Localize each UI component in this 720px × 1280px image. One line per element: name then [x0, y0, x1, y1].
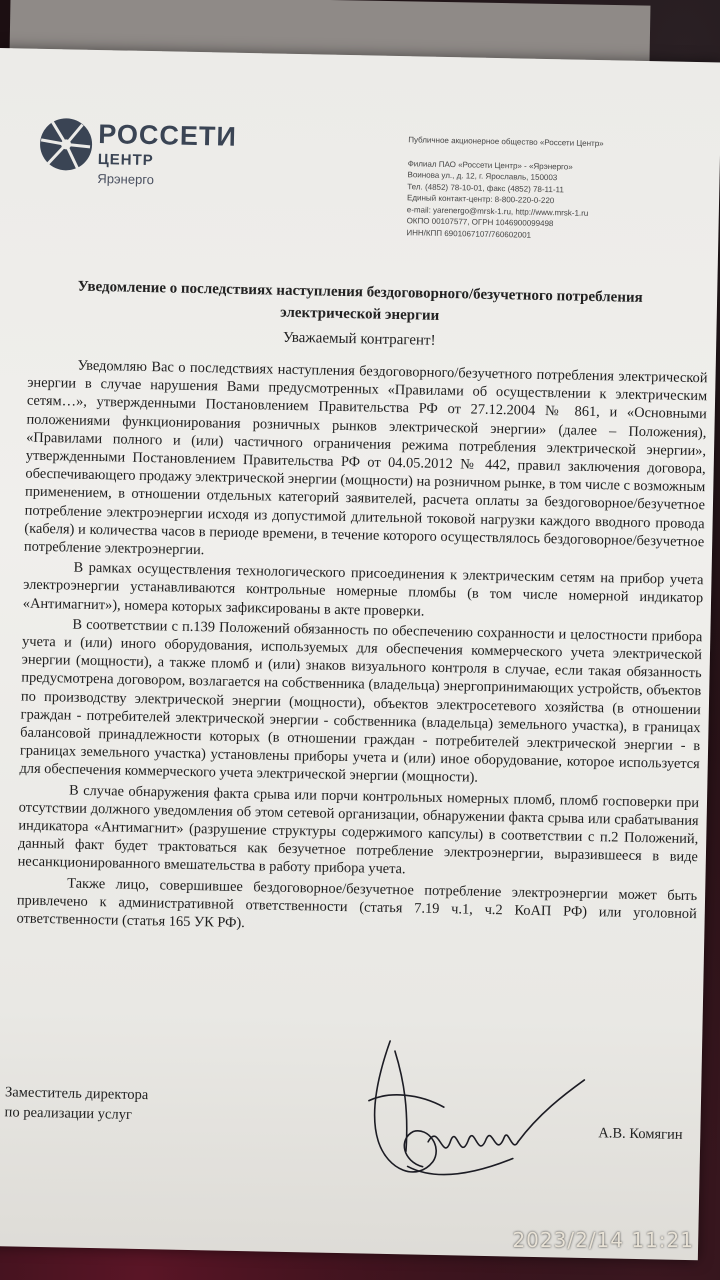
company-logo: [37, 114, 239, 198]
paragraph: В рамках осуществления технологического присоединения к электрическим сетям на прибор учета электроэнергии устанавливаются контрольные номерные пломбы (в том числе номерной индикатор «Антимагнит»), номера которых зафиксированы в акте проверки.: [22, 559, 704, 620]
paragraph: В случае обнаружения факта срыва или порчи контрольных номерных пломб, пломб госповерки при отсутствии должного уведомления об этом сетевой организации, обнаружении факта срыва или срабатывания индикатора «Антимагнит» (разрушение структуры содержимого капсулы) в соответствии с п.2 Положений, данный факт будет трактоваться как безучетное потребление электроэнергии, выразившееся в виде несанкционированного вмешательства в работу прибора учета.: [17, 782, 700, 878]
details-line: Тел. (4852) 78-10-01, факс (4852) 78-11-11: [407, 181, 564, 194]
logo-name: РОССЕТИ: [97, 118, 238, 152]
signer-name: А.В. Комягин: [598, 1125, 683, 1143]
details-line: Единый контакт-центр: 8-800-220-0-220: [406, 193, 555, 206]
document-title: Уведомление о последствиях наступления бездоговорного/безучетного потребления электрической энергии: [77, 278, 643, 324]
paragraph: В соответствии с п.139 Положений обязанность по обеспечению сохранности и целостности прибора учета и (или) иного оборудования, используемых для обеспечения коммерческого учета электрической энергии (мощности), а также пломб и (или) знаков визуального контроля в случае, если такая обязанность предусмотрена договором, возлагается на собственника (владельца) энергопринимающих устройств, объектов по производству электрической энергии (мощности), объектов электросетевого хозяйства (в отношении граждан - потребителей электрической энергии - собственника (владельца) земельного участка), в границах балансовой принадлежности которых (в отношении граждан - потребителей электрической энергии - в границах земельного участка) установлены приборы учета и (или) иное оборудование, которое используется для обеспечения коммерческого учета электрической энергии (мощности).: [19, 616, 703, 787]
photo-timestamp: 2023/2/14 11:21: [512, 1228, 694, 1252]
signer-title-line: по реализации услуг: [4, 1104, 133, 1123]
signer-title: [4, 1082, 148, 1125]
logo-branch: Ярэнерго: [97, 170, 155, 188]
document-body: [16, 356, 707, 944]
org-name: Публичное акционерное общество «Россети Центр»: [408, 135, 604, 149]
logo-division: ЦЕНТР: [97, 150, 154, 170]
letter-page: [0, 48, 720, 1260]
details-line: Филиал ПАО «Россети Центр» - «Ярэнерго»: [407, 158, 573, 172]
signer-title-line: Заместитель директора: [4, 1084, 149, 1104]
paragraph: Уведомляю Вас о последствиях наступления бездоговорного/безучетного потребления электрической энергии в случае нарушения Вами предусмотренных «Правилами об осуществлении к электрическим сетям…», утвержденными Постановлением Правительства РФ от 27.12.2004 № 861, и «Основными положениями функционирования розничных рынков электрической энергии» (далее – Положения), «Правилами полного и (или) частичного ограничения режима потребления электрической энергии», утвержденными Постановлением Правительства РФ от 04.05.2012 № 442, правил заключения договора, обеспечивающего продажу электрической энергии (мощности) на розничном рынке, в том числе с возможным применением, в отношении отдельных категорий заявителей, расчета оплаты за бездоговорное/безучетное потребление электроэнергии исходя из допустимой длительной токовой нагрузки каждого вводного провода (кабеля) и количества часов в периоде времени, в течение которого осуществлялось бездоговорное/безучетное потребление электроэнергии.: [23, 357, 708, 559]
greeting: Уважаемый контрагент!: [282, 329, 436, 349]
paragraph: Также лицо, совершившее бездоговорное/безучетное потребление электроэнергии может быть привлечено к административной ответственности (статья 7.19 ч.1, ч.2 КоАП РФ) или уголовной ответственности (статья 165 УК РФ).: [16, 875, 698, 932]
company-details: [406, 134, 708, 244]
rosseti-logo-icon: [38, 116, 95, 173]
details-line: ИНН/КПП 6901067107/760602001: [406, 227, 532, 240]
details-line: ОКПО 00107577, ОГРН 1046900099498: [406, 216, 554, 229]
details-line: Воинова ул., д. 12, г. Ярославль, 150003: [407, 170, 558, 183]
handwritten-signature: [347, 1030, 590, 1205]
details-line: e-mail: yarenergo@mrsk-1.ru, http://www.mrsk-1.ru: [406, 204, 589, 218]
